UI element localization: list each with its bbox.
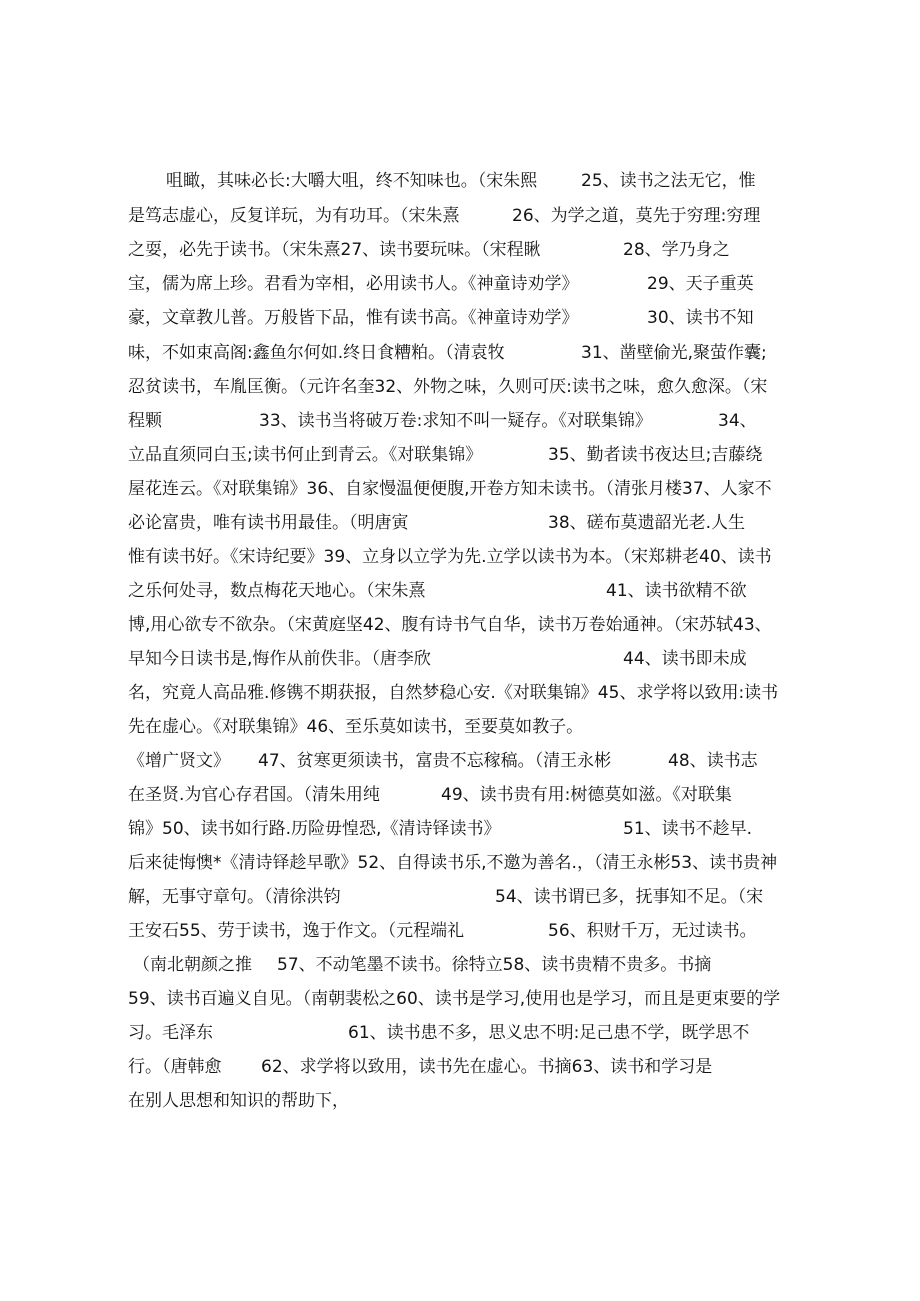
text-segment: 54、读书谓已多，抚事知不足。（宋 xyxy=(495,887,764,907)
text-segment: 33、读书当将破万卷:求知不叫一疑存。《对联集锦》 xyxy=(259,411,652,431)
text-segment: 25、读书之法无它，惟 xyxy=(581,171,756,191)
text-line xyxy=(128,404,757,438)
text-line xyxy=(128,233,730,267)
text-segment: 59、读书百遍义自见。（南朝裴松之60、读书是学习,使用也是学习，而且是更束要的学 xyxy=(128,989,781,1009)
text-segment: 解，无事守章句。（清徐洪钧 xyxy=(128,887,341,907)
text-segment: 是笃志虚心，反复详玩，为有功耳。（宋朱熹 xyxy=(128,206,460,226)
text-segment: 28、学乃身之 xyxy=(623,240,730,260)
text-line xyxy=(128,472,772,506)
text-line xyxy=(128,880,764,914)
text-segment: 豪，文章教儿普。万般皆下品，惟有读书高。《神童诗劝学》 xyxy=(128,308,579,328)
text-line xyxy=(128,267,754,301)
text-segment: 名，究竟人高品雅.修镌不期获报，自然梦稳心安.《对联集锦》45、求学将以致用:读书 xyxy=(128,683,779,703)
text-segment: 30、读书不知 xyxy=(647,308,754,328)
text-segment: 在别人思想和知识的帮助下， xyxy=(128,1091,349,1111)
text-segment: 56、积财千万，无过读书。 xyxy=(548,921,757,941)
text-line xyxy=(128,336,767,370)
text-segment: 早知今日读书是,悔作从前佚非。（唐李欣 xyxy=(128,649,431,669)
text-segment: 31、凿壁偷光,聚萤作囊; xyxy=(581,343,767,363)
text-segment: 47、贫寒更须读书，富贵不忘稼稿。（清王永彬 xyxy=(258,751,612,771)
text-segment: 立品直须同白玉;读书何止到青云。《对联集锦》 xyxy=(128,445,483,465)
text-line xyxy=(128,812,753,846)
text-line xyxy=(128,846,778,880)
text-line xyxy=(128,710,584,744)
text-line xyxy=(128,982,781,1016)
text-segment: 程颗 xyxy=(128,411,162,431)
text-segment: （南北朝颜之推 xyxy=(133,955,252,975)
text-segment: 26、为学之道，莫先于穷理:穷理 xyxy=(512,206,761,226)
text-line xyxy=(128,301,754,335)
text-segment: 必论富贵，唯有读书用最佳。（明唐寅 xyxy=(128,513,409,533)
text-line xyxy=(128,1084,349,1118)
text-line xyxy=(128,540,772,574)
text-line xyxy=(128,1016,750,1050)
text-line xyxy=(128,642,747,676)
text-segment: 咀瞰，其味必长:大嚼大咀，终不知味也。（宋朱熙 xyxy=(166,171,538,191)
text-line xyxy=(128,164,756,198)
text-segment: 38、磋布莫遗韶光老.人生 xyxy=(548,513,746,533)
text-line xyxy=(128,574,747,608)
text-segment: 锦》50、读书如行路.历险毋惶恐,《清诗铎读书》 xyxy=(128,819,501,839)
text-segment: 王安石55、劳于读书，逸于作文。（元程端礼 xyxy=(128,921,465,941)
text-segment: 先在虚心。《对联集锦》46、至乐莫如读书，至要莫如教子。 xyxy=(128,717,584,737)
text-segment: 62、求学将以致用，读书先在虚心。书摘63、读书和学习是 xyxy=(261,1057,713,1077)
text-segment: 在圣贤.为官心存君国。（清朱用纯 xyxy=(128,785,380,805)
text-line xyxy=(128,506,746,540)
text-segment: 29、天子重英 xyxy=(647,274,754,294)
text-segment: 忍贫读书，车胤匡衡。（元许名奎32、外物之味，久则可厌:读书之味，愈久愈深。（宋 xyxy=(128,377,768,397)
text-segment: 之乐何处寻，数点梅花天地心。（宋朱熹 xyxy=(128,581,426,601)
text-segment: 《增广贤文》 xyxy=(128,751,230,771)
text-segment: 57、不动笔墨不读书。徐特立58、读书贵精不贵多。书摘 xyxy=(277,955,712,975)
text-line xyxy=(128,948,712,982)
text-segment: 之耍，必先于读书。（宋朱熹27、读书要玩味。（宋程瞅 xyxy=(128,240,541,260)
text-segment: 屋花连云。《对联集锦》36、自家慢温便便腹,开卷方知未读书。（清张月楼37、人家不 xyxy=(128,479,772,499)
text-segment: 48、读书志 xyxy=(668,751,758,771)
text-line xyxy=(128,1050,713,1084)
text-segment: 51、读书不趁早. xyxy=(623,819,753,839)
text-line xyxy=(128,914,757,948)
text-segment: 35、勤者读书夜达旦;吉藤绕 xyxy=(548,445,763,465)
text-segment: 34、 xyxy=(718,411,757,431)
text-segment: 44、读书即未成 xyxy=(623,649,747,669)
text-line xyxy=(128,778,732,812)
text-segment: 习。毛泽东 xyxy=(128,1023,213,1043)
text-segment: 49、读书贵有用:树德莫如滋。《对联集 xyxy=(441,785,732,805)
text-line xyxy=(128,676,779,710)
text-line xyxy=(128,199,761,233)
text-segment: 味，不如束高阁:鑫鱼尔何如.终日食糟粕。（清袁牧 xyxy=(128,343,505,363)
text-line xyxy=(128,608,772,642)
text-segment: 61、读书患不多，思义忠不明:足己患不学，既学思不 xyxy=(348,1023,750,1043)
text-line xyxy=(128,370,768,404)
text-line xyxy=(128,744,758,778)
text-line xyxy=(128,438,763,472)
text-segment: 博,用心欲专不欲杂。（宋黄庭坚42、腹有诗书气自华，读书万卷始通神。（宋苏轼43、 xyxy=(128,615,772,635)
text-segment: 宝，儒为席上珍。君看为宰相，必用读书人。《神童诗劝学》 xyxy=(128,274,579,294)
text-segment: 行。（唐韩愈 xyxy=(128,1057,222,1077)
text-segment: 惟有读书好。《宋诗纪要》39、立身以立学为先.立学以读书为本。（宋郑耕老40、读书 xyxy=(128,547,772,567)
text-segment: 41、读书欲精不欲 xyxy=(606,581,747,601)
text-segment: 后来徒悔懊*《清诗铎趁早歌》52、自得读书乐,不邀为善名.，（清王永彬53、读书贵神 xyxy=(128,853,778,873)
